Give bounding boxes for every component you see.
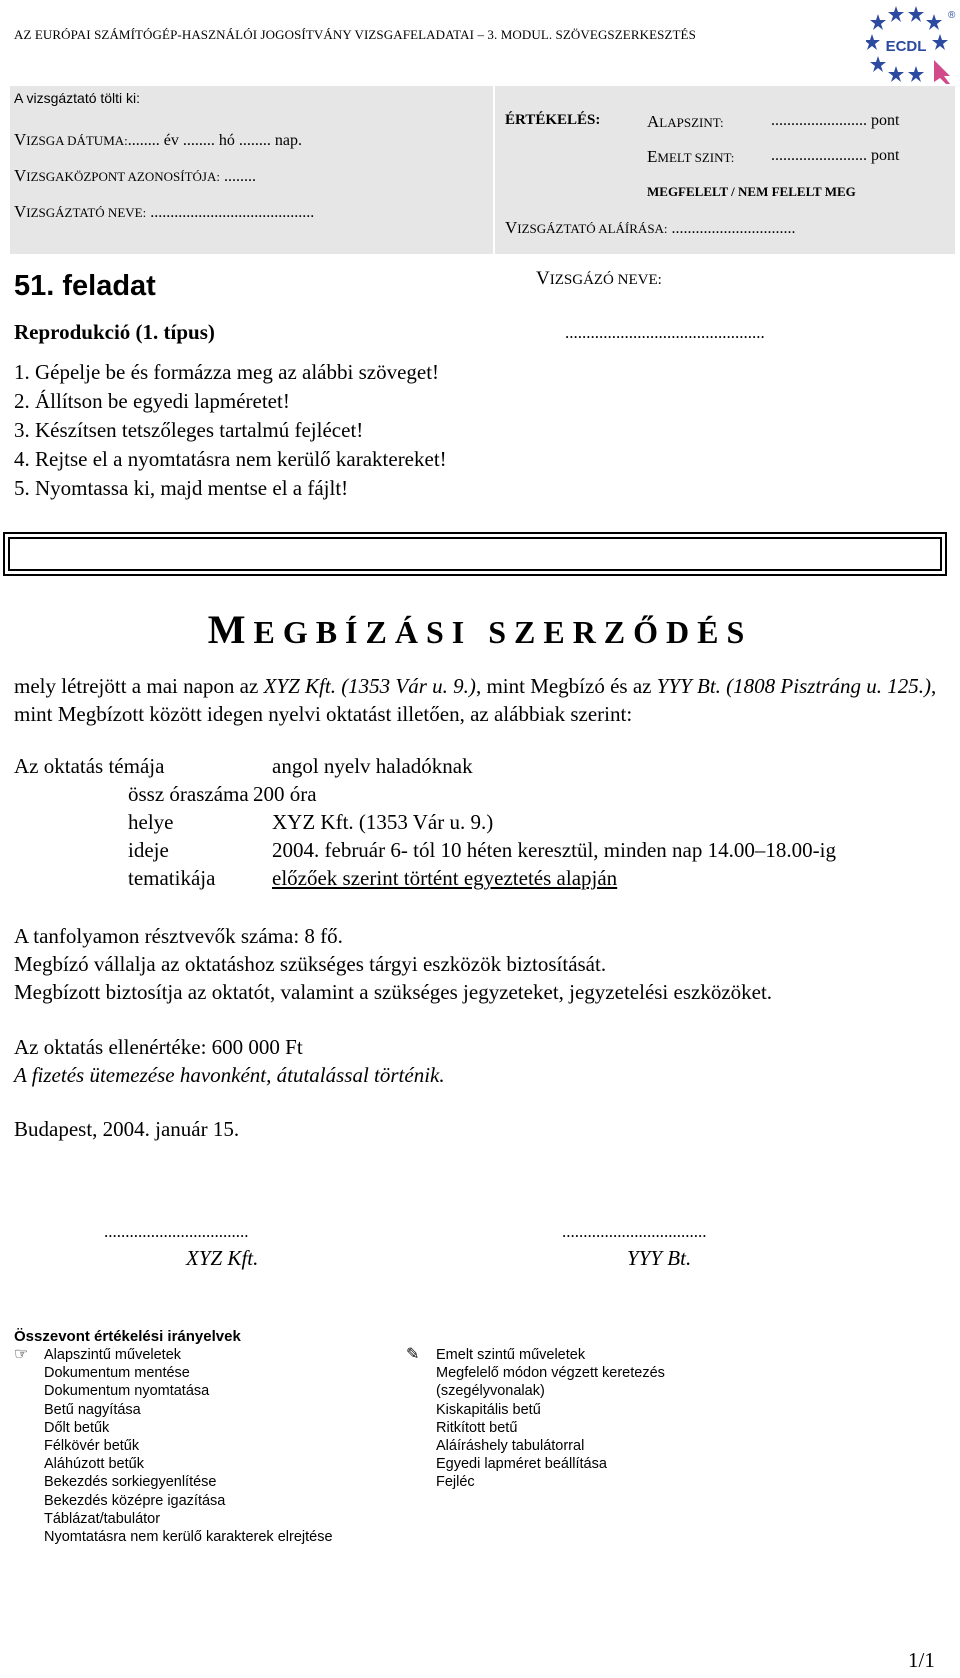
advanced-level-row: EMELT SZINT: ........................ pont <box>647 147 900 166</box>
contract-fee <box>14 1033 445 1089</box>
list-item: Dokumentum nyomtatása <box>44 1383 210 1400</box>
exam-center-row: VIZSGAKÖZPONT AZONOSÍTÓJA: ........ <box>14 166 256 185</box>
course-details-table <box>14 752 944 892</box>
table-label: össz óraszáma <box>128 782 249 806</box>
candidate-name-dots: ............................................... <box>565 323 765 342</box>
signature-line-1: .................................. <box>104 1222 249 1241</box>
table-value: XYZ Kft. (1353 Vár u. 9.) <box>272 810 494 834</box>
examiner-name-row: VIZSGÁZTATÓ NEVE: ......................................... <box>14 202 315 221</box>
basic-level-row: ALAPSZINT: ........................ pont <box>647 112 900 131</box>
page-header-title: AZ EURÓPAI SZÁMÍTÓGÉP-HASZNÁLÓI JOGOSÍTVÁNY VIZSGAFELADATAI – 3. MODUL. SZÖVEGSZERKESZTÉS <box>14 27 696 42</box>
contract-heading: MEGBÍZÁSI SZERZŐDÉS <box>207 607 753 652</box>
ecdl-stars-icon <box>866 4 956 84</box>
signature-name-1: XYZ Kft. <box>186 1246 259 1270</box>
basic-operations-list <box>14 1346 333 1546</box>
payment-text: A fizetés ütemezése havonként, átutalással történik. <box>14 1063 445 1087</box>
evaluation-title: Összevont értékelési irányelvek <box>14 1328 241 1345</box>
list-item: Bekezdés középre igazítása <box>44 1492 226 1509</box>
evaluation-label: ÉRTÉKELÉS: <box>505 112 601 128</box>
table-value: angol nyelv haladóknak <box>272 754 473 778</box>
bordered-frame <box>3 532 947 576</box>
place-date: Budapest, 2004. január 15. <box>14 1117 240 1141</box>
list-item: (szegélyvonalak) <box>436 1383 545 1400</box>
table-value: előzőek szerint történt egyeztetés alapján <box>272 866 618 890</box>
list-item: Bekezdés sorkiegyenlítése <box>44 1474 217 1491</box>
pointing-hand-icon: ☞ <box>14 1346 29 1363</box>
advanced-operations-list <box>406 1346 665 1492</box>
exam-date-row: VIZSGA DÁTUMA:........ év ........ hó ........ nap. <box>14 130 302 149</box>
signature-name-2: YYY Bt. <box>627 1246 692 1270</box>
contract-intro: mely létrejött a mai napon az XYZ Kft. (1353 Vár u. 9.), mint Megbízó és az YYY Bt. (1808 Pisztráng u. 125.), mint Megbízott között idegen nyelvi oktatást illetően, az alábbiak szerint: <box>14 674 937 726</box>
client-duty-text: Megbízó vállalja az oktatáshoz szükséges tárgyi eszközök biztosítását. <box>14 952 607 976</box>
ecdl-logo <box>866 4 956 84</box>
list-item: Nyomtatásra nem kerülő karakterek elrejtése <box>44 1529 333 1546</box>
list-item: Kiskapitális betű <box>436 1401 541 1418</box>
fee-text: Az oktatás ellenértéke: 600 000 Ft <box>14 1035 303 1059</box>
list-item: Aláhúzott betűk <box>44 1456 144 1473</box>
task-steps <box>14 358 447 503</box>
list-item: Egyedi lapméret beállítása <box>436 1456 607 1473</box>
task-step: 1. Gépelje be és formázza meg az alábbi szöveget! <box>14 360 440 384</box>
task-title: 51. feladat <box>14 270 156 302</box>
candidate-info-box <box>10 86 493 254</box>
pen-icon: ✎ <box>406 1346 420 1363</box>
list-item: Táblázat/tabulátor <box>44 1510 161 1527</box>
list-item: Megfelelő módon végzett keretezés <box>436 1365 665 1382</box>
list-item: Betű nagyítása <box>44 1401 141 1418</box>
candidate-name-label: VIZSGÁZÓ NEVE: <box>536 268 662 289</box>
list-item: Dokumentum mentése <box>44 1365 190 1382</box>
list-item: Félkövér betűk <box>44 1438 140 1455</box>
task-step: 4. Rejtse el a nyomtatásra nem kerülő karaktereket! <box>14 447 447 471</box>
task-step: 2. Állítson be egyedi lapméretet! <box>14 389 290 413</box>
box-title: A vizsgáztató tölti ki: <box>14 90 141 106</box>
registered-mark: ® <box>948 10 956 21</box>
signature-line-2: .................................. <box>562 1222 707 1241</box>
table-label: ideje <box>128 838 169 862</box>
table-label: helye <box>128 810 174 834</box>
table-value: 2004. február 6- tól 10 héten keresztül, minden nap 14.00–18.00-ig <box>272 838 836 862</box>
contract-terms <box>14 922 772 1006</box>
evaluation-box <box>495 86 955 254</box>
table-label-topic: Az oktatás témája <box>14 754 165 778</box>
list-item: Dőlt betűk <box>44 1419 110 1436</box>
table-label: tematikája <box>128 866 216 890</box>
contractor-duty-text: Megbízott biztosítja az oktatót, valamint a szükséges jegyzeteket, jegyzetelési eszközöket. <box>14 980 773 1004</box>
cursor-icon <box>934 60 950 84</box>
list-item: Emelt szintű műveletek <box>436 1347 586 1363</box>
task-subtitle: Reprodukció (1. típus) <box>14 320 215 344</box>
page-number: 1/1 <box>908 1648 935 1672</box>
result-text: MEGFELELT / NEM FELELT MEG <box>647 184 856 199</box>
logo-text: ECDL <box>885 38 927 55</box>
list-item: Ritkított betű <box>436 1419 518 1436</box>
participants-text: A tanfolyamon résztvevők száma: 8 fő. <box>14 924 343 948</box>
list-item: Alapszintű műveletek <box>44 1347 182 1363</box>
task-step: 5. Nyomtassa ki, majd mentse el a fájlt! <box>14 476 349 500</box>
examiner-signature-row: VIZSGÁZTATÓ ALÁÍRÁSA: ............................... <box>505 218 796 237</box>
list-item: Fejléc <box>436 1474 475 1491</box>
task-step: 3. Készítsen tetszőleges tartalmú fejlécet! <box>14 418 364 442</box>
table-value: 200 óra <box>253 782 317 806</box>
list-item: Aláíráshely tabulátorral <box>436 1438 585 1455</box>
